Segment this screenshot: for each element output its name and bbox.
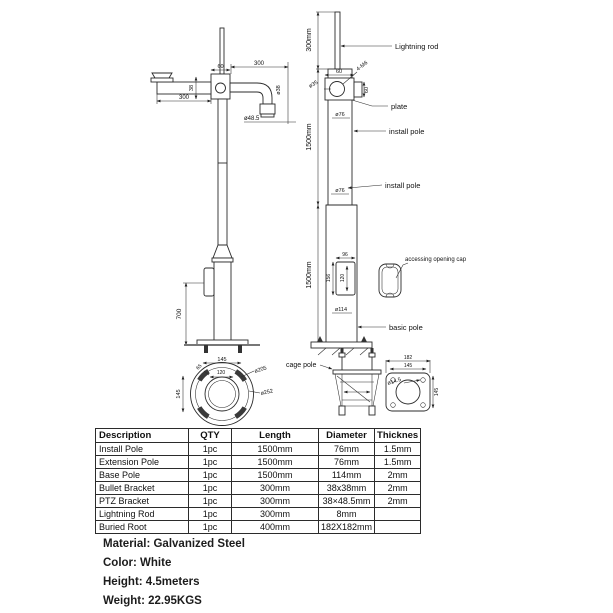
dim-flange-top-145: 145 [217,357,227,363]
cell-thickness [375,521,421,534]
cell-qty: 1pc [189,469,232,482]
dim-bracket-60: 60 [217,64,224,70]
col-thickness: Thicknes [375,429,421,443]
dim-access-height: 156 [326,273,332,283]
cell-thickness [375,508,421,521]
cell-length: 1500mm [232,469,319,482]
dim-plate-hole-dia: ø35 [308,79,320,90]
front-taper [213,245,232,258]
dim-pole-dia-mid: ø76 [335,188,345,194]
dim-base-dia-114: ø114 [334,307,348,313]
cell-diameter: 8mm [319,508,375,521]
table-row [96,482,421,495]
cell-description: Extension Pole [96,456,189,469]
cell-description: PTZ Bracket [96,495,189,508]
label-install-pole-1: install pole [389,127,425,136]
front-upper-pole [218,99,227,245]
dim-pole-dia-upper: ø76 [335,112,345,118]
cell-description: Lightning Rod [96,508,189,521]
front-ptz-bracket-arm [230,83,272,104]
cell-thickness: 1.5mm [375,443,421,456]
table-row [96,443,421,456]
spec-line-height: Height: 4.5meters [103,576,200,588]
dim-right-arm-300: 300 [253,61,265,67]
cell-diameter: 38×48.5mm [319,495,375,508]
cell-description: Bullet Bracket [96,482,189,495]
dim-lower-1500mm: 1500mm [306,261,313,289]
access-cap-detail [379,264,401,297]
cell-qty: 1pc [189,508,232,521]
cell-qty: 1pc [189,521,232,534]
dim-plate-inner-145: 145 [403,363,413,369]
side-view [286,12,467,369]
dim-plate-side: 60 [364,86,370,94]
label-lightning-rod: Lightning rod [395,42,439,51]
dim-access-width: 96 [342,252,348,258]
front-access-door [204,268,214,296]
cell-thickness: 2mm [375,469,421,482]
dim-flange-outer: ø252 [260,388,274,397]
table-row [96,456,421,469]
cell-length: 300mm [232,482,319,495]
dim-flange-inner: 120 [216,370,226,376]
dim-plate-hole-dia: ø14.5 [386,376,403,387]
table-header-row [96,429,421,443]
label-plate: plate [391,102,408,111]
dim-plate-width: 60 [335,69,343,75]
cell-description: Base Pole [96,469,189,482]
front-base-pole [214,262,231,345]
front-view [151,28,296,353]
cell-thickness: 1.5mm [375,456,421,469]
cell-diameter: 76mm [319,443,375,456]
cell-diameter: 114mm [319,469,375,482]
label-install-pole-2: install pole [385,181,421,190]
col-description: Description [96,429,189,443]
dim-left-arm-300: 300 [178,95,190,101]
side-base-plate [311,342,372,348]
table-row [96,495,421,508]
spec-line-material: Material: Galvanized Steel [103,538,245,550]
dim-flange-bolt-circle: ø205 [253,365,268,375]
dim-tip-dia: ø48.5 [244,116,260,122]
dim-rod-300mm: 300mm [306,28,313,52]
base-plate-top-view [386,355,440,411]
dim-plate-outer-182: 182 [403,355,413,361]
table-row [96,521,421,534]
dim-right-arm-dia: ø38 [276,85,282,95]
col-length: Length [232,429,319,443]
dim-door-height-700: 700 [176,308,183,320]
dim-plate-holes: 4-M6 [355,60,370,73]
spec-line-weight: Weight: 22.95KGS [103,595,202,607]
label-cage-pole: cage pole [286,362,317,369]
dim-plate-side-145: 145 [434,387,440,397]
cell-diameter: 38x38mm [319,482,375,495]
label-basic-pole: basic pole [389,323,423,332]
cell-diameter: 182X182mm [319,521,375,534]
col-qty: QTY [189,429,232,443]
bullet-camera-icon [152,73,172,78]
cell-qty: 1pc [189,482,232,495]
dim-flange-slot: 65 [195,363,204,372]
cell-length: 1500mm [232,456,319,469]
dim-flange-left-145: 145 [176,389,182,399]
table-row [96,508,421,521]
cell-qty: 1pc [189,443,232,456]
cell-thickness: 2mm [375,482,421,495]
cell-length: 1500mm [232,443,319,456]
cell-length: 300mm [232,508,319,521]
label-access-cap: accessing opening cap [405,257,467,263]
col-diameter: Diameter [319,429,375,443]
cell-qty: 1pc [189,495,232,508]
front-bracket-plate [211,74,230,99]
dim-upper-1500mm: 1500mm [306,123,313,151]
cell-description: Buried Root [96,521,189,534]
dim-access-inner: 120 [340,273,346,283]
front-bullet-bracket-arm [157,82,211,94]
spec-line-color: Color: White [103,557,172,569]
spec-text-block [103,535,245,611]
cell-qty: 1pc [189,456,232,469]
cell-thickness: 2mm [375,495,421,508]
flange-top-view [176,357,274,428]
cell-length: 400mm [232,521,319,534]
cell-description: Install Pole [96,443,189,456]
dim-left-arm-dia: 38 [189,84,195,92]
spec-table [95,428,421,534]
side-lightning-rod [335,12,340,69]
cell-length: 300mm [232,495,319,508]
buried-root-view [333,348,381,415]
table-row [96,469,421,482]
cell-diameter: 76mm [319,456,375,469]
